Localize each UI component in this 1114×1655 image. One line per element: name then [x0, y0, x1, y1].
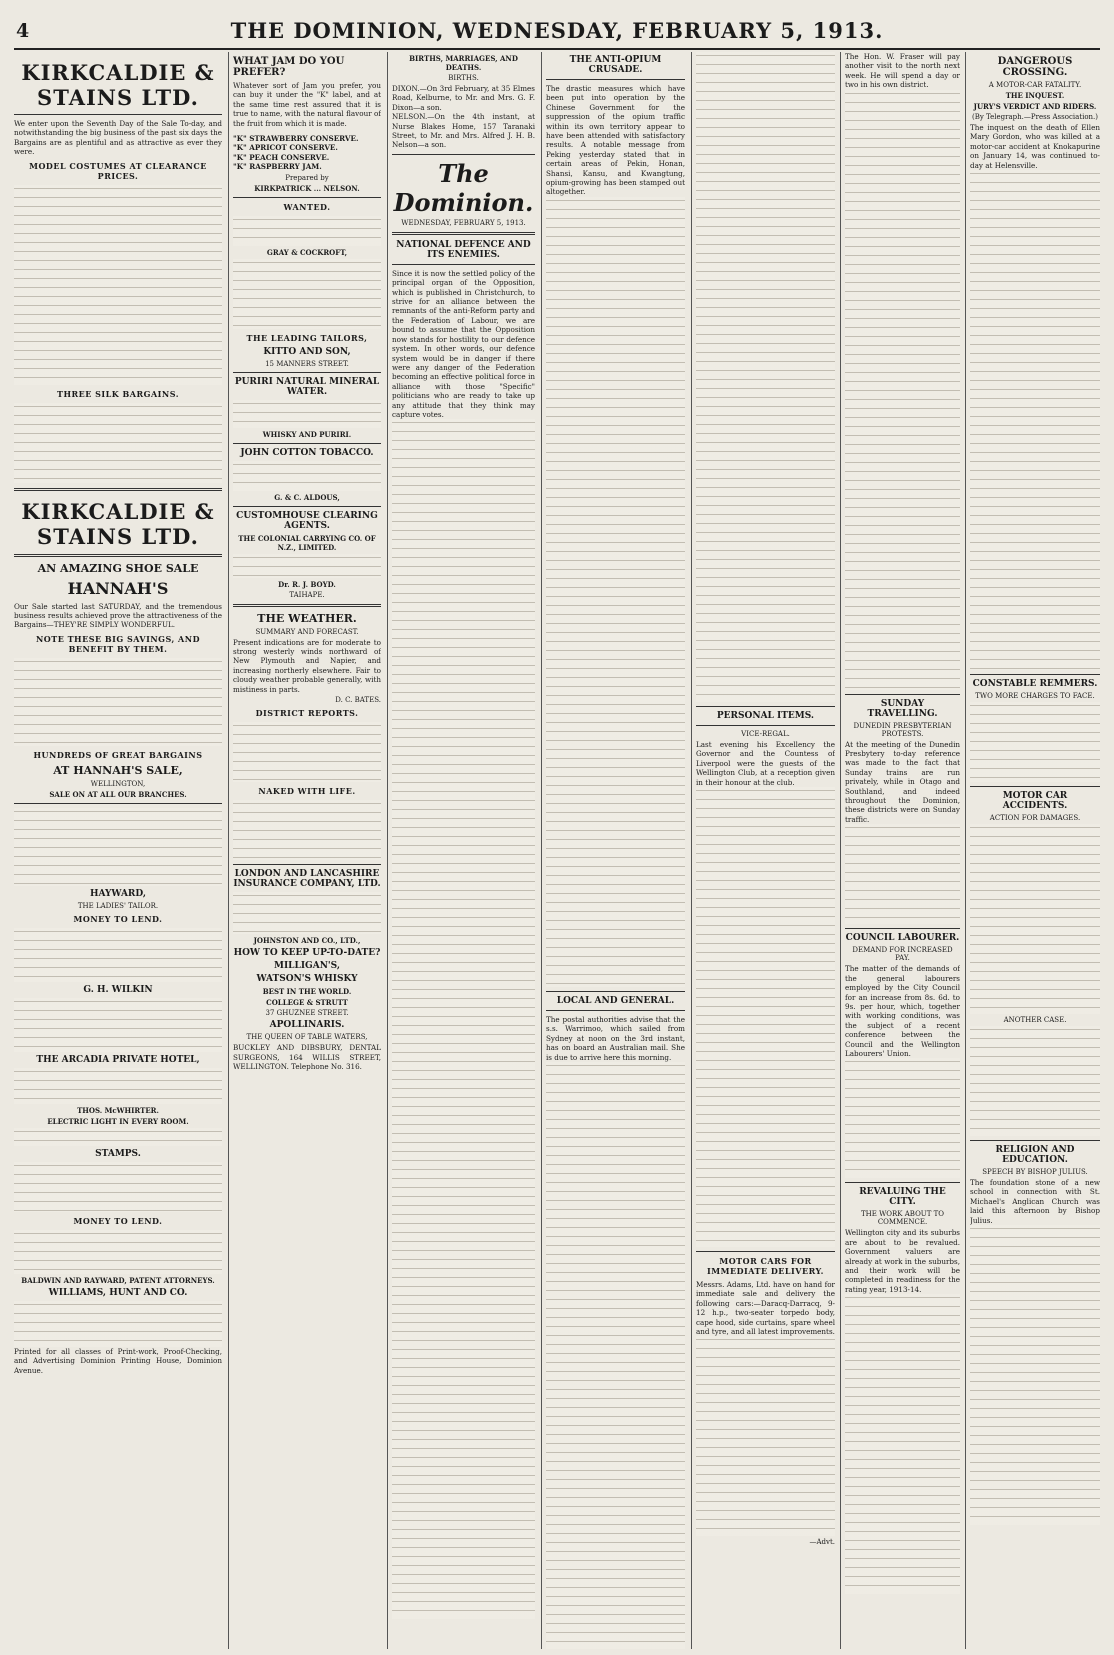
- column-5: [696, 52, 835, 1649]
- another-case: ANOTHER CASE.: [1003, 1016, 1067, 1025]
- gray-cockroft: GRAY & COCKROFT,: [266, 247, 348, 257]
- keep-up-to-date: HOW TO KEEP UP-TO-DATE?: [233, 948, 381, 959]
- motor-body: Messrs. Adams, Ltd. have on hand for immediate sale and delivery the following cars:—Daracq-Darracq, 9-12 h.p., two-seater torpedo body, cape hood, side curtains, spare wheel and tyre, and all latest improvements.: [696, 1280, 835, 1337]
- personal-items-continued: [845, 90, 960, 690]
- dangerous-body: The inquest on the death of Ellen Mary Gordon, who was killed at a motor-car accident at Knokapurine on January 14, was continued to-day at Helensville.: [970, 123, 1100, 170]
- arcadia-heading: THE ARCADIA PRIVATE HOTEL,: [36, 1054, 200, 1065]
- advt-label: —Advt.: [809, 1538, 835, 1547]
- jam-list: [233, 134, 381, 172]
- dangerous-heading: DANGEROUS CROSSING.: [997, 56, 1073, 78]
- accidents-body: [970, 824, 1100, 1014]
- wilkin-ad: [14, 998, 222, 1052]
- sunday-sub: DUNEDIN PRESBYTERIAN PROTESTS.: [853, 721, 952, 738]
- council-body: The matter of the demands of the general labourers employed by the City Council for an increase from 8s. 6d. to 9s. per hour, which, together with working conditions, was the subject of a recent conference between the Council and the Wellington Labourers' Union.: [845, 964, 960, 1058]
- local-continued-2: [696, 52, 835, 702]
- insurance-ad: [233, 892, 381, 934]
- hannahs-branches: SALE ON AT ALL OUR BRANCHES.: [49, 789, 187, 799]
- prepared-by: Prepared by: [285, 173, 329, 182]
- arcadia-address: [14, 1128, 222, 1146]
- revaluing-body: Wellington city and its suburbs are about to be revalued. Government valuers are already at work in the suburbs, and their work will be completed in readiness for the rating year, 1913-14.: [845, 1228, 960, 1294]
- press-credit: (By Telegraph.—Press Association.): [971, 113, 1099, 121]
- page-number: 4: [16, 20, 30, 42]
- dentists: BUCKLEY AND DIBSBURY, DENTAL SURGEONS, 164 WILLIS STREET, WELLINGTON. Telephone No. 316.: [233, 1043, 381, 1071]
- personal-continued: [696, 787, 835, 1247]
- weather-body: Present indications are for moderate to strong westerly winds northward of New Plymouth and Napier, and increasing northerly elsewhere. Fair to cloudy weather probable generally, with mistiness in parts.: [233, 637, 381, 694]
- bargains-note: NOTE THESE BIG SAVINGS, AND BENEFIT BY THEM.: [35, 633, 201, 654]
- sunday-body: At the meeting of the Dunedin Presbytery to-day reference was made to the fact that Sunday trains are run privately, while in Otago and Southland, and indeed throughout the Dominion, these districts were on Sunday traffic.: [845, 739, 960, 824]
- money-ad: [14, 928, 222, 982]
- column-4: [546, 52, 685, 1649]
- remmers-sub: TWO MORE CHARGES TO FACE.: [975, 692, 1095, 701]
- kitto: KITTO AND SON,: [263, 346, 351, 357]
- column-3: [392, 52, 535, 1649]
- aldous: G. & C. ALDOUS,: [274, 492, 340, 502]
- council-sub: DEMAND FOR INCREASED PAY.: [852, 946, 953, 963]
- john-cotton: JOHN COTTON TOBACCO.: [240, 447, 374, 458]
- local-body: The postal authorities advise that the s.s. Warrimoo, which sailed from Sydney at noon on the 3rd instant, has on board an Australian mail. She is due to arrive here this morning.: [546, 1014, 685, 1062]
- opium-body: The drastic measures which have been put into operation by the Chinese Government for the suppression of the opium traffic within its own territory appear to have been attended with satisfactory results. A notable message from Peking yesterday stated that in certain areas of Pekin, Honan, Shansi, Kansu, and Kwangtung, opium-growing has been stamped out altogether.: [546, 84, 685, 197]
- leading-tailors: THE LEADING TAILORS,: [246, 332, 368, 343]
- revaluing-heading: REVALUING THE CITY.: [859, 1187, 946, 1208]
- birth-notice: DIXON.—On 3rd February, at 35 Elmes Road, Kelburne, to Mr. and Mrs. G. F. Dixon—a son.: [392, 84, 535, 112]
- bishop-body: The foundation stone of a new school in connection with St. Michael's Anglican Church was laid this afternoon by Bishop Julius.: [970, 1178, 1100, 1225]
- council-continued: [845, 1058, 960, 1178]
- motor-accidents-heading: MOTOR CAR ACCIDENTS.: [1002, 791, 1068, 812]
- jam-item: "K" STRAWBERRY CONSERVE.: [233, 134, 359, 144]
- printed-notice: Printed for all classes of Print-work, Proof-Checking, and Advertising Dominion Printing House, Dominion Avenue.: [14, 1346, 222, 1375]
- naked-body: [233, 800, 381, 860]
- religion-heading: RELIGION AND EDUCATION.: [995, 1145, 1075, 1166]
- personal-heading: PERSONAL ITEMS.: [716, 711, 815, 721]
- costumes-heading: MODEL COSTUMES AT CLEARANCE PRICES.: [29, 160, 207, 181]
- williams-hunt: WILLIAMS, HUNT AND CO.: [48, 1287, 188, 1298]
- cotton-ad: [233, 461, 381, 491]
- column-6: [845, 52, 960, 1649]
- inquest: THE INQUEST.: [1005, 91, 1065, 100]
- stamps-ad: [14, 1162, 222, 1212]
- revaluing-continued: [845, 1294, 960, 1594]
- london-lancs: LONDON AND LANCASHIRE INSURANCE COMPANY, LTD.: [233, 869, 381, 890]
- district-reports: DISTRICT REPORTS.: [255, 708, 359, 719]
- hundreds-heading: HUNDREDS OF GREAT BARGAINS: [33, 749, 203, 760]
- religion-continued: [970, 1225, 1100, 1525]
- motor-cars-heading: MOTOR CARS FOR IMMEDIATE DELIVERY.: [707, 1256, 824, 1277]
- puriri: PURIRI NATURAL MINERAL WATER.: [234, 376, 380, 397]
- patents: BALDWIN AND RAYWARD, PATENT ATTORNEYS.: [21, 1275, 215, 1285]
- another-case-body: [970, 1026, 1100, 1136]
- ghuznee: 37 GHUZNEE STREET.: [265, 1009, 349, 1018]
- remmers-body: [970, 702, 1100, 782]
- hayward-sub: THE LADIES' TAILOR.: [77, 901, 159, 910]
- manners-street: 15 MANNERS STREET.: [265, 359, 349, 368]
- revaluing-sub: THE WORK ABOUT TO COMMENCE.: [860, 1210, 945, 1227]
- column-rule: [541, 52, 542, 1649]
- shoe-sale-heading: AN AMAZING SHOE SALE: [37, 561, 199, 575]
- wanted-ad: [233, 216, 381, 246]
- best-in-world: BEST IN THE WORLD.: [262, 987, 352, 997]
- action-damages: ACTION FOR DAMAGES.: [989, 814, 1081, 823]
- bdm-heading: BIRTHS, MARRIAGES, AND DEATHS.: [409, 54, 518, 72]
- shoe-intro: Our Sale started last SATURDAY, and the tremendous business results achieved prove the attractiveness of the Bargains—THEY'RE SIMPLY WONDERFUL.: [14, 601, 222, 630]
- column-7: [970, 52, 1100, 1649]
- fraser-item: The Hon. W. Fraser will pay another visit to the north next week. He will spend a day or two in his own district.: [845, 52, 960, 90]
- hannahs-wellington: WELLINGTON,: [90, 779, 146, 788]
- opium-continued: [546, 197, 685, 987]
- carrying-ad: [233, 554, 381, 578]
- dominion-masthead: The Dominion.: [393, 158, 534, 217]
- silk-listings: [14, 403, 222, 483]
- puriri-ad: [233, 400, 381, 428]
- column-rule: [840, 52, 841, 1649]
- vice-regal: VICE-REGAL.: [741, 730, 790, 738]
- issue-date: WEDNESDAY, FEBRUARY 5, 1913.: [401, 218, 526, 227]
- gray-ad: [233, 259, 381, 329]
- shoe-listings: [14, 658, 222, 746]
- leader-continued: [392, 419, 535, 1619]
- wilkin-heading: G. H. WILKIN: [83, 984, 153, 995]
- dangerous-continued: [970, 170, 1100, 670]
- college-strutt: COLLEGE & STRUTT: [266, 998, 348, 1008]
- verdict: JURY'S VERDICT AND RIDERS.: [973, 102, 1097, 111]
- leader-body: Since it is now the settled policy of the principal organ of the Opposition, which is published in Christchurch, to strive for an alliance between the remnants of the anti-Reform party and the Federation of Labour, we are bound to assume that the Opposition now stands for hostility to our defence system. In other words, our defence system would be in danger if there were any danger of the Federation becoming an effective political force in alliance with those "Specific" politicians who are ready to take up any attitude that they think may capture votes.: [392, 268, 535, 419]
- arcadia-ad: [14, 1068, 222, 1104]
- column-rule: [691, 52, 692, 1649]
- local-continued: [546, 1062, 685, 1649]
- birth-notice: NELSON.—On the 4th instant, at Nurse Blakes Home, 157 Taranaki Street, to Mr. and Mrs. Alfred J. H. B. Nelson—a son.: [392, 112, 535, 150]
- jam-body: Whatever sort of Jam you prefer, you can buy it under the "K" label, and at the same time rest assured that it is true to name, with the natural flavour of the fruit from which it is made.: [233, 81, 381, 128]
- column-2: [233, 52, 381, 1649]
- motor-continued: [696, 1336, 835, 1536]
- weather-signature: D. C. BATES.: [335, 696, 381, 705]
- money-to-lend-2: MONEY TO LEND.: [73, 1215, 163, 1226]
- kirkcaldie-intro: We enter upon the Seventh Day of the Sale To-day, and notwithstanding the big business of the past six days the Bargains are as plentiful and as attractive as ever they were.: [14, 119, 222, 157]
- leader-heading: NATIONAL DEFENCE AND ITS ENEMIES.: [396, 239, 531, 260]
- kirkcaldie-heading-2: KIRKCALDIE & STAINS LTD.: [21, 498, 215, 549]
- silk-heading: THREE SILK BARGAINS.: [56, 388, 179, 399]
- apollinaris: APOLLINARIS.: [269, 1020, 345, 1031]
- costume-listings: [14, 185, 222, 385]
- jam-question: WHAT JAM DO YOU PREFER?: [233, 56, 345, 78]
- whisky-puriri: WHISKY AND PURIRI.: [262, 429, 352, 439]
- kirkcaldie-heading: KIRKCALDIE & STAINS LTD.: [21, 60, 215, 110]
- jam-item: "K" PEACH CONSERVE.: [233, 152, 330, 162]
- personal-body: Last evening his Excellency the Governor and the Countess of Liverpool were the guests of the Wellington Club, at a reception given in their honour at the club.: [696, 740, 835, 787]
- carrying-co: THE COLONIAL CARRYING CO. OF N.Z., LIMITED.: [238, 533, 376, 552]
- masthead: [14, 8, 1100, 50]
- weather-sub: SUMMARY AND FORECAST.: [255, 627, 359, 636]
- table-waters: THE QUEEN OF TABLE WATERS,: [246, 1033, 368, 1042]
- sunday-continued: [845, 824, 960, 924]
- electric-light: ELECTRIC LIGHT IN EVERY ROOM.: [47, 1116, 189, 1126]
- masthead-title: THE DOMINION, WEDNESDAY, FEBRUARY 5, 1913.: [230, 18, 884, 43]
- taihape: TAIHAPE.: [289, 590, 325, 599]
- tailor-ad: [14, 808, 222, 886]
- kirkpatrick: KIRKPATRICK ... NELSON.: [254, 183, 360, 193]
- williams-ad: [14, 1301, 222, 1347]
- hayward-heading: HAYWARD,: [89, 888, 147, 899]
- district-body: [233, 722, 381, 782]
- hannahs-heading: HANNAH'S: [67, 578, 169, 598]
- jam-item: "K" RASPBERRY JAM.: [233, 162, 322, 172]
- boyd: Dr. R. J. BOYD.: [278, 579, 336, 589]
- local-heading: LOCAL AND GENERAL.: [556, 995, 675, 1006]
- watsons-whisky: WATSON'S WHISKY: [256, 974, 358, 985]
- births-heading: BIRTHS.: [448, 74, 479, 82]
- column-rule: [387, 52, 388, 1649]
- naked-life: NAKED WITH LIFE.: [258, 786, 356, 797]
- dangerous-sub: A MOTOR-CAR FATALITY.: [988, 81, 1082, 89]
- council-heading: COUNCIL LABOURER.: [845, 933, 960, 944]
- remmers-heading: CONSTABLE REMMERS.: [972, 679, 1098, 690]
- money-to-lend: MONEY TO LEND.: [73, 913, 163, 924]
- opium-heading: THE ANTI-OPIUM CRUSADE.: [569, 55, 662, 75]
- weather-heading: THE WEATHER.: [257, 611, 357, 625]
- column-1: [14, 52, 222, 1649]
- sunday-heading: SUNDAY TRAVELLING.: [867, 698, 938, 719]
- bishop-speech: SPEECH BY BISHOP JULIUS.: [982, 1168, 1088, 1177]
- johnston: JOHNSTON AND CO., LTD.,: [253, 936, 361, 946]
- money-ad-2: [14, 1230, 222, 1274]
- milligans: MILLIGAN'S,: [273, 961, 340, 972]
- wanted: WANTED.: [283, 201, 331, 212]
- column-rule: [228, 52, 229, 1649]
- jam-item: "K" APRICOT CONSERVE.: [233, 143, 338, 153]
- stamps-heading: STAMPS.: [95, 1148, 141, 1159]
- column-rule: [965, 52, 966, 1649]
- hannahs-sale: AT HANNAH'S SALE,: [53, 763, 183, 777]
- mcwhirter: THOS. McWHIRTER.: [77, 1105, 159, 1115]
- customhouse: CUSTOMHOUSE CLEARING AGENTS.: [236, 510, 378, 531]
